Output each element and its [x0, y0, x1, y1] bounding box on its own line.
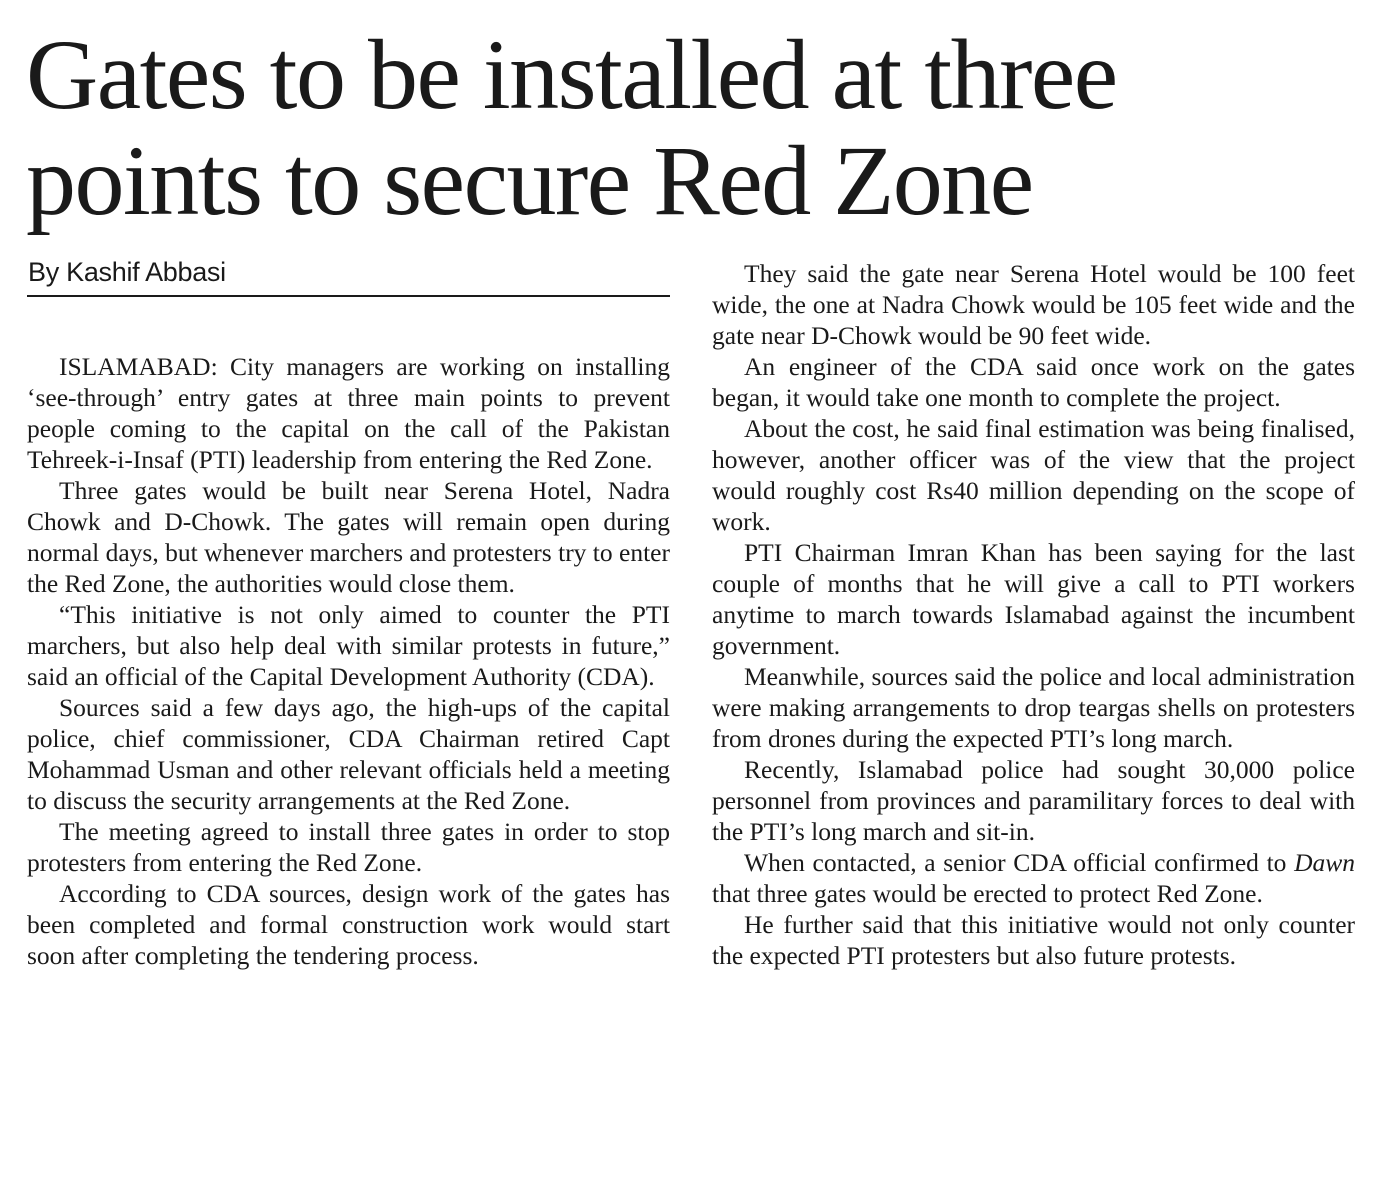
paragraph: According to CDA sources, design work of the gates has been completed and formal construction work would start soon after completing the tendering process.: [27, 879, 670, 970]
paragraph: ISLAMABAD: City managers are working on installing ‘see-through’ entry gates at three main points to prevent people coming to the capital on the call of the Pakistan Tehreek-i-Insaf (PTI) leadership from entering the Red Zone.: [27, 352, 670, 474]
paragraph: PTI Chairman Imran Khan has been saying for the last couple of months that he will give a call to PTI workers anytime to march towards Islamabad against the incumbent government.: [712, 538, 1355, 660]
paragraph: Three gates would be built near Serena Hotel, Nadra Chowk and D-Chowk. The gates will remain open during normal days, but whenever marchers and protesters try to enter the Red Zone, the authorities would close them.: [27, 476, 670, 598]
paragraph-text: When contacted, a senior CDA official confirmed to: [744, 848, 1295, 877]
article-column-left: [27, 351, 670, 971]
paragraph-with-publication-name: [712, 847, 1355, 909]
publication-name: Dawn: [1294, 848, 1355, 877]
byline-divider: [27, 295, 670, 297]
paragraph: They said the gate near Serena Hotel would be 100 feet wide, the one at Nadra Chowk would be 105 feet wide and the gate near D-Chowk would be 90 feet wide.: [712, 259, 1355, 350]
paragraph: About the cost, he said final estimation was being finalised, however, another officer was of the view that the project would roughly cost Rs40 million depending on the scope of work.: [712, 414, 1355, 536]
paragraph: Recently, Islamabad police had sought 30,000 police personnel from provinces and paramilitary forces to deal with the PTI’s long march and sit-in.: [712, 755, 1355, 846]
paragraph: Sources said a few days ago, the high-ups of the capital police, chief commissioner, CDA Chairman retired Capt Mohammad Usman and other relevant officials held a meeting to discuss the security arrangements at the Red Zone.: [27, 693, 670, 815]
byline: By Kashif Abbasi: [28, 257, 226, 287]
article-column-right: [712, 258, 1355, 971]
paragraph: “This initiative is not only aimed to counter the PTI marchers, but also help deal with similar protests in future,” said an official of the Capital Development Authority (CDA).: [27, 600, 670, 691]
paragraph: He further said that this initiative would not only counter the expected PTI protesters but also future protests.: [712, 910, 1355, 970]
headline: [26, 19, 1386, 236]
paragraph: An engineer of the CDA said once work on the gates began, it would take one month to complete the project.: [712, 352, 1355, 412]
headline-line-2: points to secure Red Zone: [26, 125, 1033, 236]
headline-line-1: Gates to be installed at three: [26, 19, 1117, 130]
paragraph-text: that three gates would be erected to protect Red Zone.: [712, 879, 1263, 908]
paragraph: The meeting agreed to install three gates in order to stop protesters from entering the Red Zone.: [27, 817, 670, 877]
paragraph: Meanwhile, sources said the police and local administration were making arrangements to drop teargas shells on protesters from drones during the expected PTI’s long march.: [712, 662, 1355, 753]
